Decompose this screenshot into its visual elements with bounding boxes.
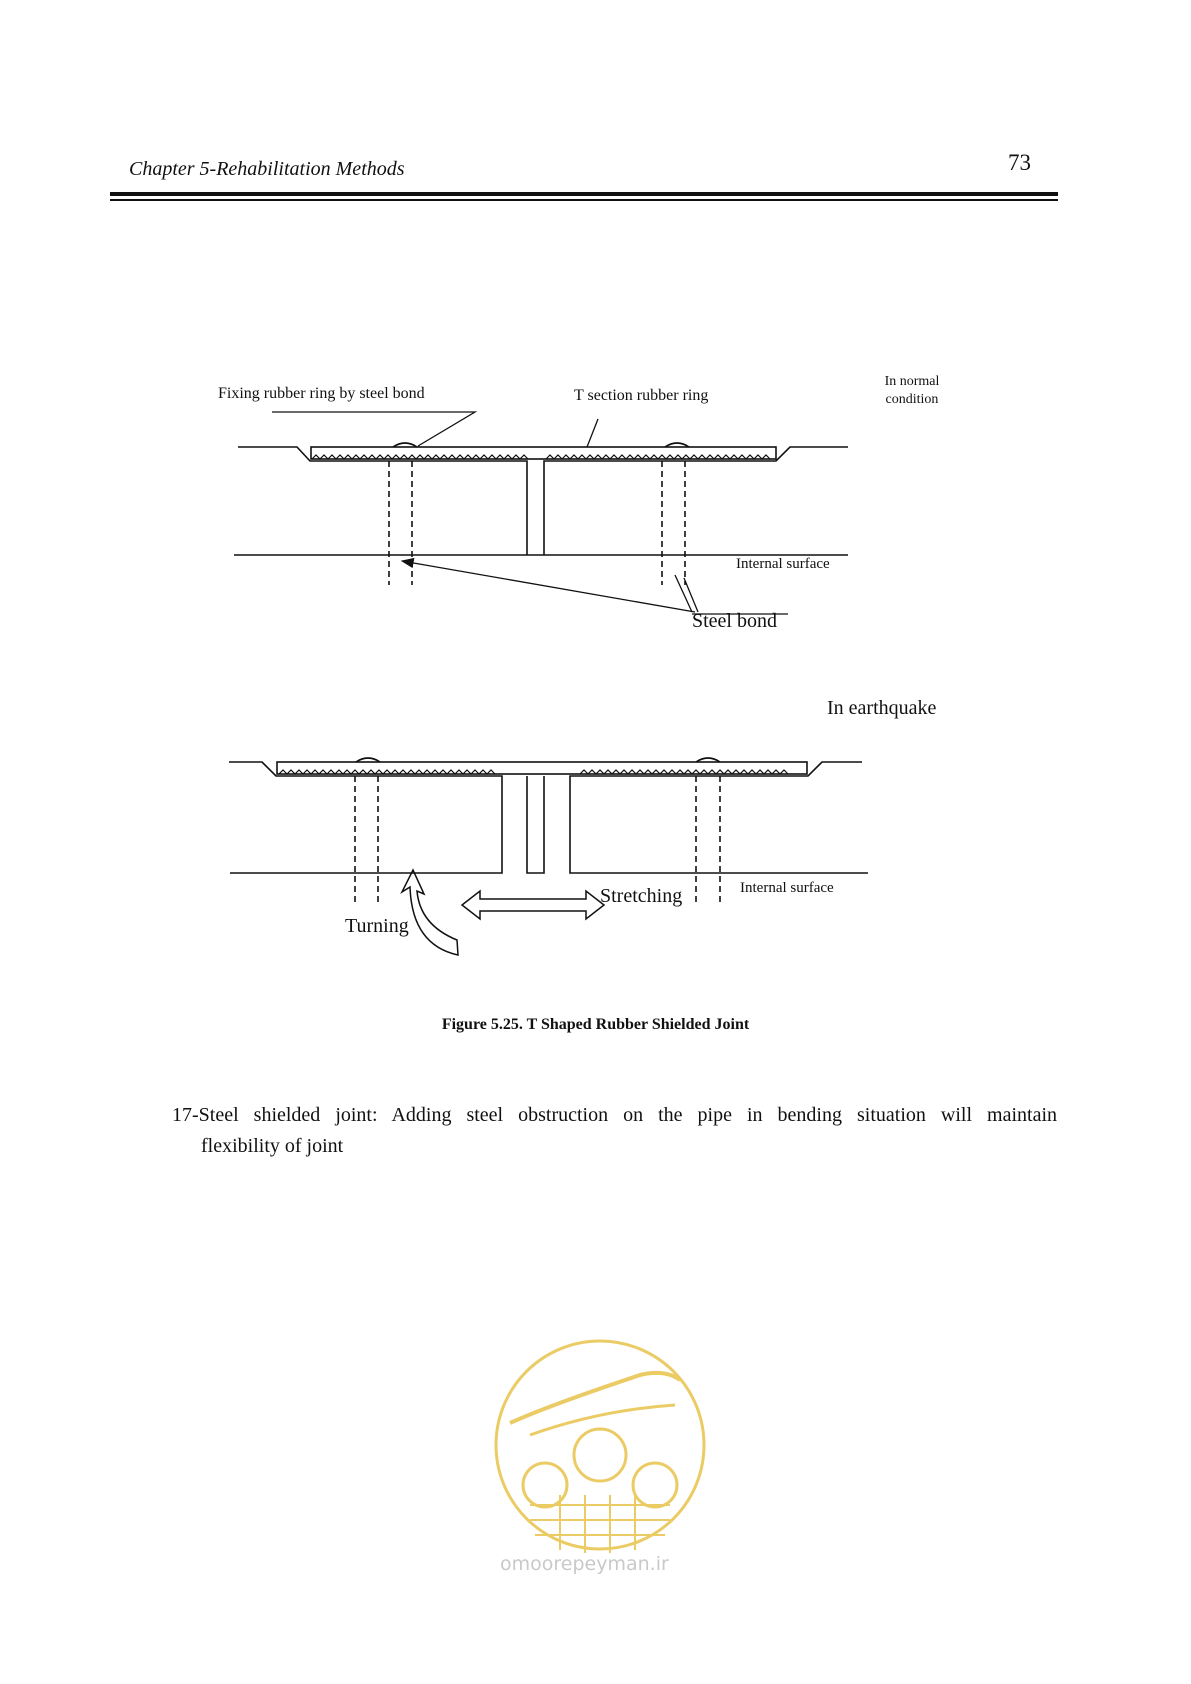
watermark-url: omoorepeyman.ir	[500, 1553, 669, 1575]
paragraph-line-2: flexibility of joint	[201, 1135, 344, 1157]
bottom-left-pipe-wall	[229, 762, 502, 873]
bottom-internal-surface-label: Internal surface	[740, 880, 834, 896]
watermark-logo	[490, 1335, 710, 1555]
top-left-pipe-wall	[238, 447, 527, 555]
chapter-title: Chapter 5-Rehabilitation Methods	[129, 158, 405, 180]
normal-condition-label: In normal condition	[884, 374, 940, 407]
stretching-arrow-icon	[462, 891, 604, 919]
fixing-ring-label: Fixing rubber ring by steel bond	[218, 385, 425, 402]
bottom-right-pipe-wall	[570, 762, 868, 873]
gear-icon	[574, 1429, 626, 1481]
bottom-panel-diagram	[229, 758, 868, 955]
figure-caption: Figure 5.25. T Shaped Rubber Shielded Joint	[441, 1016, 750, 1033]
turning-arrow-icon	[402, 870, 458, 955]
turning-label: Turning	[345, 915, 409, 937]
stretching-label: Stretching	[600, 885, 683, 907]
top-right-pipe-wall	[544, 447, 848, 555]
paragraph-line-1: 17-Steel shielded joint: Adding steel obstruction on the pipe in bending situation will maintain	[172, 1104, 1057, 1126]
t-section-ring-label: T section rubber ring	[574, 387, 709, 404]
body-paragraph	[172, 1100, 1057, 1162]
steel-bond-label: Steel bond	[692, 610, 777, 632]
earthquake-label: In earthquake	[827, 697, 937, 719]
bottom-t-stem	[527, 776, 544, 873]
page-number: 73	[1008, 150, 1031, 175]
top-internal-surface-label: Internal surface	[736, 556, 830, 572]
top-rubber-ring	[311, 447, 776, 459]
top-panel-diagram	[234, 412, 848, 614]
